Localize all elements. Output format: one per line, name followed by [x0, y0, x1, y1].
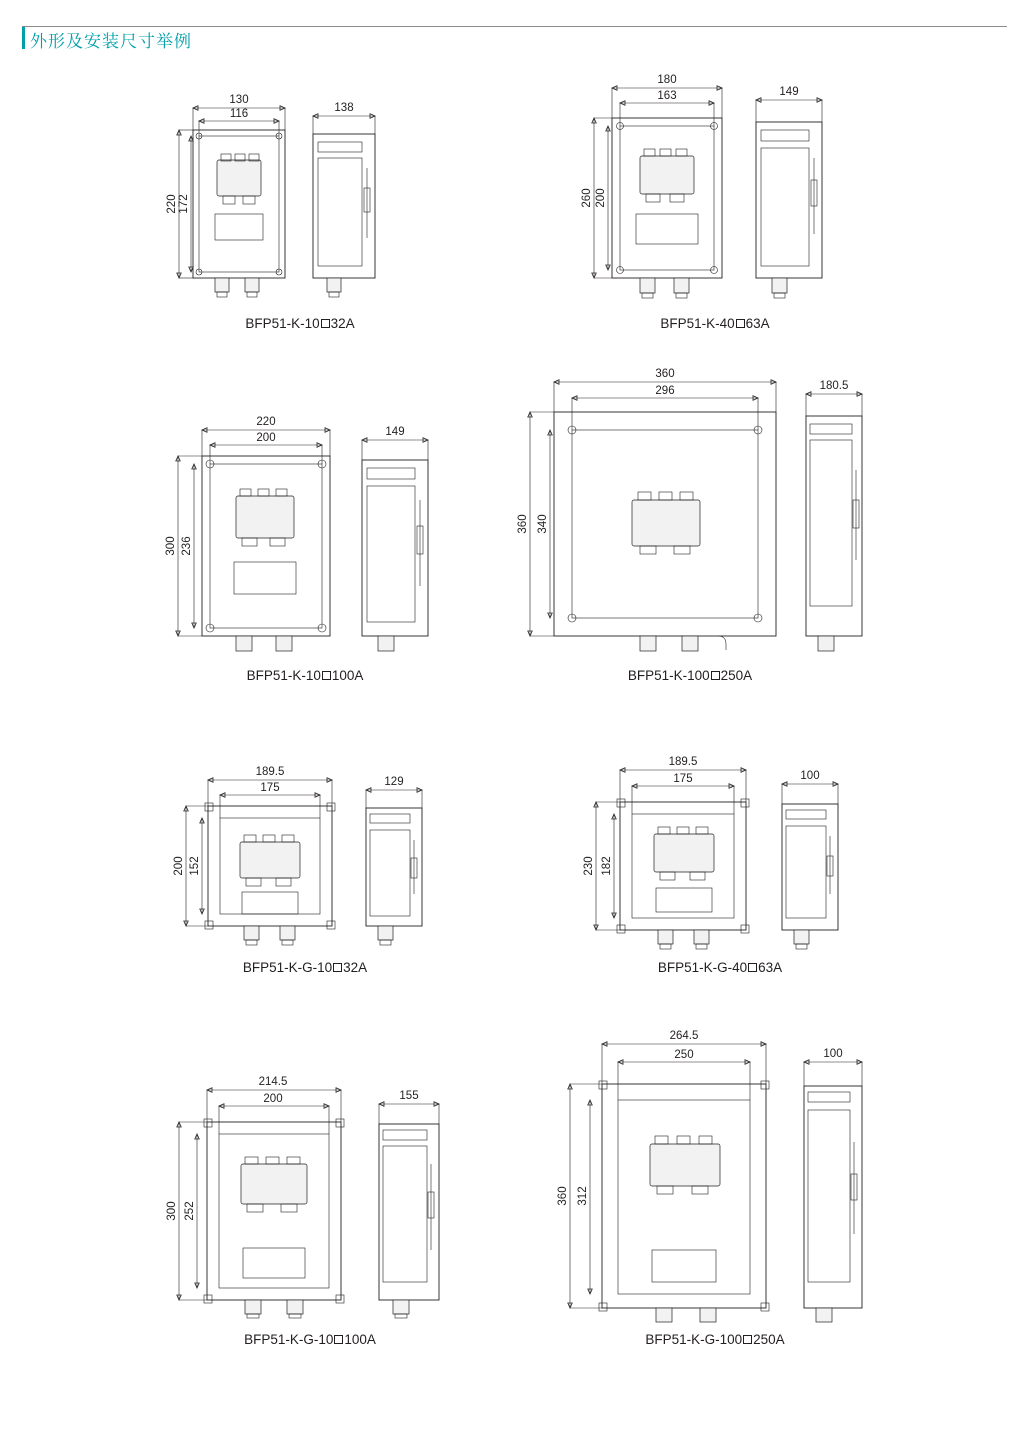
caption-text-before: BFP51-K-100 — [627, 668, 710, 683]
figure-bfp51-k-10-100a — [150, 400, 460, 650]
caption-text-after: 100A — [331, 668, 364, 683]
dim-200: 200 — [263, 1093, 283, 1105]
page-title: 外形及安装尺寸举例 — [30, 32, 192, 52]
dim-200: 200 — [173, 856, 185, 876]
figure-bfp51-k-g-100-250a — [540, 1022, 890, 1318]
figure-6-caption — [570, 960, 870, 975]
caption-text-before: BFP51-K-G-40 — [657, 960, 748, 975]
dim-360: 360 — [557, 1186, 569, 1206]
figure-bfp51-k-10-32a — [166, 88, 425, 308]
square-placeholder-icon — [736, 319, 745, 328]
caption-text-before: BFP51-K-G-10 — [242, 960, 333, 975]
dim-180-5: 180.5 — [819, 380, 849, 392]
dim-116: 116 — [229, 108, 249, 120]
figure-3-caption — [150, 668, 460, 683]
dim-360-width: 360 — [655, 368, 675, 380]
dim-100: 100 — [823, 1048, 843, 1060]
dim-180: 180 — [657, 74, 677, 86]
figure-bfp51-k-g-10-32a — [160, 760, 450, 950]
dim-360-height: 360 — [517, 514, 529, 534]
header-accent-bar — [22, 27, 25, 49]
caption-text-after: 100A — [344, 1332, 376, 1347]
caption-text-before: BFP51-K-G-10 — [244, 1332, 334, 1347]
caption-text-before: BFP51-K-10 — [246, 668, 321, 683]
dim-214-5: 214.5 — [258, 1076, 288, 1088]
figure-7-caption — [145, 1332, 475, 1347]
square-placeholder-icon — [321, 319, 330, 328]
dim-155: 155 — [399, 1090, 419, 1102]
square-placeholder-icon — [334, 1335, 343, 1344]
figure-8-caption — [540, 1332, 890, 1347]
figure-bfp51-k-g-10-100a — [145, 1068, 475, 1318]
dim-200: 200 — [256, 432, 276, 444]
figure-5-caption — [160, 960, 450, 975]
dim-189-5: 189.5 — [255, 766, 285, 778]
dim-312: 312 — [577, 1186, 589, 1206]
dim-152: 152 — [189, 856, 201, 876]
dim-252: 252 — [184, 1201, 196, 1221]
dim-230: 230 — [583, 856, 595, 876]
dim-340: 340 — [537, 514, 549, 534]
caption-text-after: 63A — [745, 316, 770, 331]
dim-172: 172 — [178, 194, 190, 214]
square-placeholder-icon — [322, 671, 331, 680]
dim-149: 149 — [385, 426, 405, 438]
caption-text-after: 250A — [720, 668, 753, 683]
figure-bfp51-k-g-40-63a — [570, 752, 870, 950]
dim-220: 220 — [166, 194, 178, 214]
dim-129: 129 — [384, 776, 404, 788]
dim-138: 138 — [334, 102, 354, 114]
dim-220: 220 — [256, 416, 276, 428]
figure-2-caption — [570, 316, 860, 331]
dim-236: 236 — [181, 536, 193, 556]
dim-250: 250 — [674, 1049, 694, 1061]
dim-260: 260 — [581, 188, 593, 208]
dim-100: 100 — [800, 770, 820, 782]
caption-text-after: 63A — [758, 960, 783, 975]
figure-4-caption — [510, 668, 870, 683]
dim-175: 175 — [673, 773, 693, 785]
dim-149: 149 — [779, 86, 799, 98]
dim-200: 200 — [595, 188, 607, 208]
caption-text-after: 32A — [330, 316, 355, 331]
figure-bfp51-k-100-250a — [510, 360, 870, 650]
caption-text-before: BFP51-K-10 — [245, 316, 320, 331]
figure-1-caption — [175, 316, 425, 331]
square-placeholder-icon — [711, 671, 720, 680]
dim-175: 175 — [260, 782, 280, 794]
dim-300: 300 — [165, 536, 177, 556]
dim-189-5: 189.5 — [668, 756, 698, 768]
caption-text-after: 250A — [753, 1332, 785, 1347]
square-placeholder-icon — [743, 1335, 752, 1344]
square-placeholder-icon — [748, 963, 757, 972]
caption-text-before: BFP51-K-40 — [660, 316, 735, 331]
dim-182: 182 — [601, 856, 613, 876]
dim-264-5: 264.5 — [669, 1030, 699, 1042]
caption-text-before: BFP51-K-G-100 — [645, 1332, 743, 1347]
dim-130: 130 — [229, 94, 249, 106]
dim-300: 300 — [166, 1201, 178, 1221]
dim-296: 296 — [655, 385, 675, 397]
figure-bfp51-k-40-63a — [570, 70, 860, 308]
caption-text-after: 32A — [343, 960, 368, 975]
dim-163: 163 — [657, 90, 677, 102]
square-placeholder-icon — [333, 963, 342, 972]
